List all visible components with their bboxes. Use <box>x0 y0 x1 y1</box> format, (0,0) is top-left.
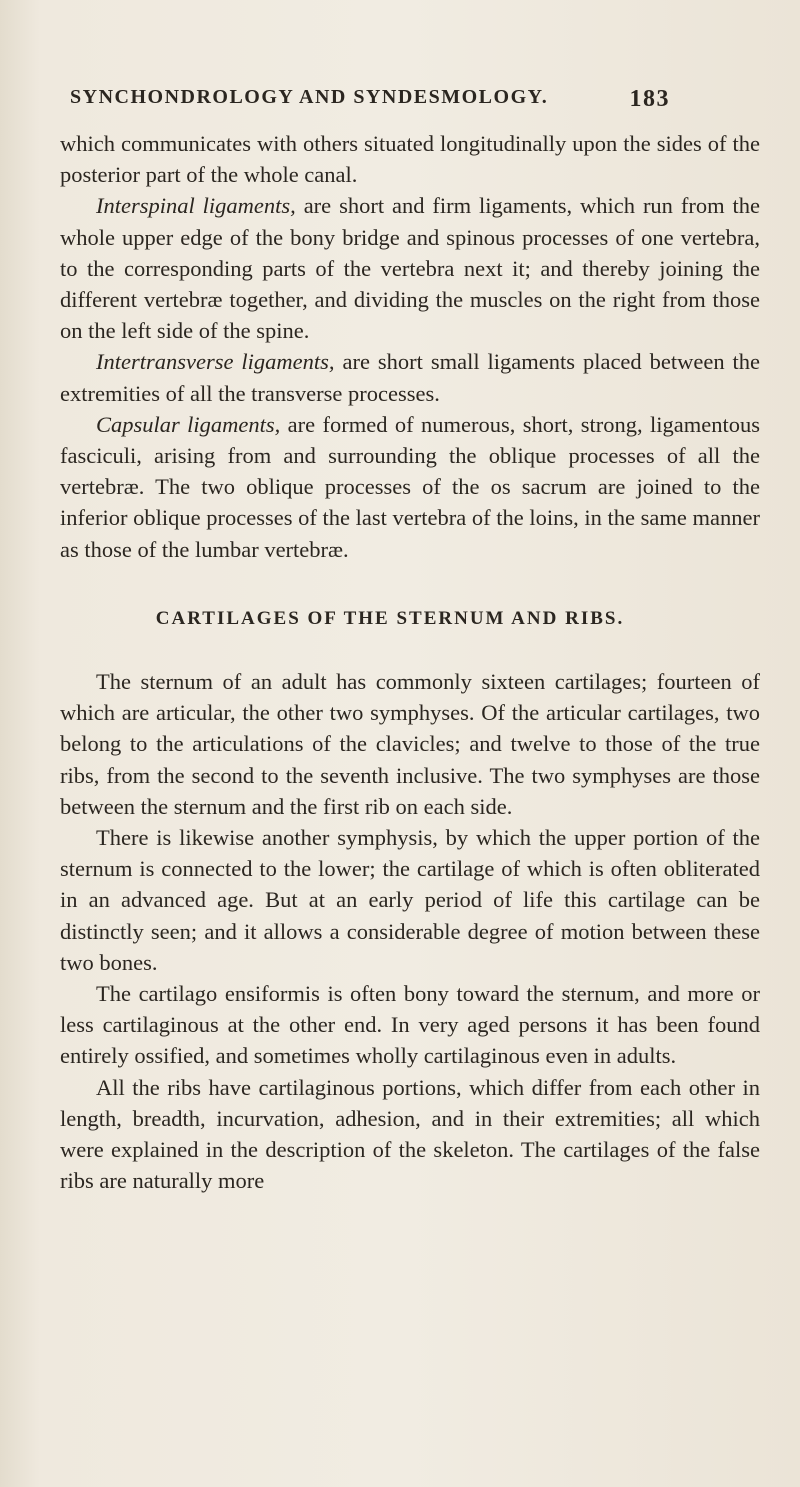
paragraph-text: are short and firm ligaments, which run from the whole upper edge of the bony bridge and spinous processes of one vertebra, to the corresponding parts of the vertebra next it; and thereby joining the different vertebræ together, and dividing the muscles on the right from those on the left side of the spine. <box>60 193 760 344</box>
paragraph: All the ribs have cartilaginous portions, which differ from each other in length, breadth, incurvation, adhesion, and in their extremities; all which were explained in the description of the skeleton. The cartilages of the false ribs are naturally more <box>60 1074 760 1194</box>
running-header <box>70 86 670 113</box>
term-interspinal: Interspinal ligaments, <box>96 193 296 219</box>
paragraph-text: which communicates with others situated longitudinally upon the sides of the posterior part of the whole canal. <box>60 131 760 188</box>
paragraph <box>60 346 760 408</box>
paragraph <box>60 409 760 565</box>
page-number: 183 <box>629 86 670 112</box>
paragraph-text: are formed of numerous, short, strong, ligamentous fasciculi, arising from and surrounding the oblique processes of all the vertebræ. The two oblique processes of the os sacrum are joined to the inferior oblique processes of the last vertebra of the loins, in the same manner as those of the lumbar vertebræ. <box>60 411 760 562</box>
paragraph: There is likewise another symphysis, by which the upper portion of the sternum is connected to the lower; the cartilage of which is often obliterated in an advanced age. But at an early period of life this cartilage can be distinctly seen; and it allows a considerable degree of motion between these two bones. <box>60 825 760 975</box>
running-title: SYNCHONDROLOGY AND SYNDESMOLOGY. <box>70 86 549 108</box>
paragraph: The cartilago ensiformis is often bony toward the sternum, and more or less cartilaginous at the other end. In very aged persons it has been found entirely ossified, and sometimes wholly cartilaginous even in adults. <box>60 981 760 1069</box>
paragraph: The sternum of an adult has commonly sixteen cartilages; fourteen of which are articular, the other two symphyses. Of the articular cartilages, two belong to the articulations of the clavicles; and twelve to those of the true ribs, from the second to the seventh inclusive. The two symphyses are those between the sternum and the first rib on each side. <box>60 669 760 819</box>
term-intertransverse: Intertransverse ligaments, <box>96 349 335 375</box>
section-heading: CARTILAGES OF THE STERNUM AND RIBS. <box>155 607 625 629</box>
term-capsular: Capsular ligaments, <box>96 411 281 437</box>
paragraph <box>60 128 760 190</box>
paragraph <box>60 190 760 346</box>
paragraph-text: are short small ligaments placed between the extremities of all the transverse processes. <box>60 349 761 406</box>
page-body <box>60 128 760 1197</box>
